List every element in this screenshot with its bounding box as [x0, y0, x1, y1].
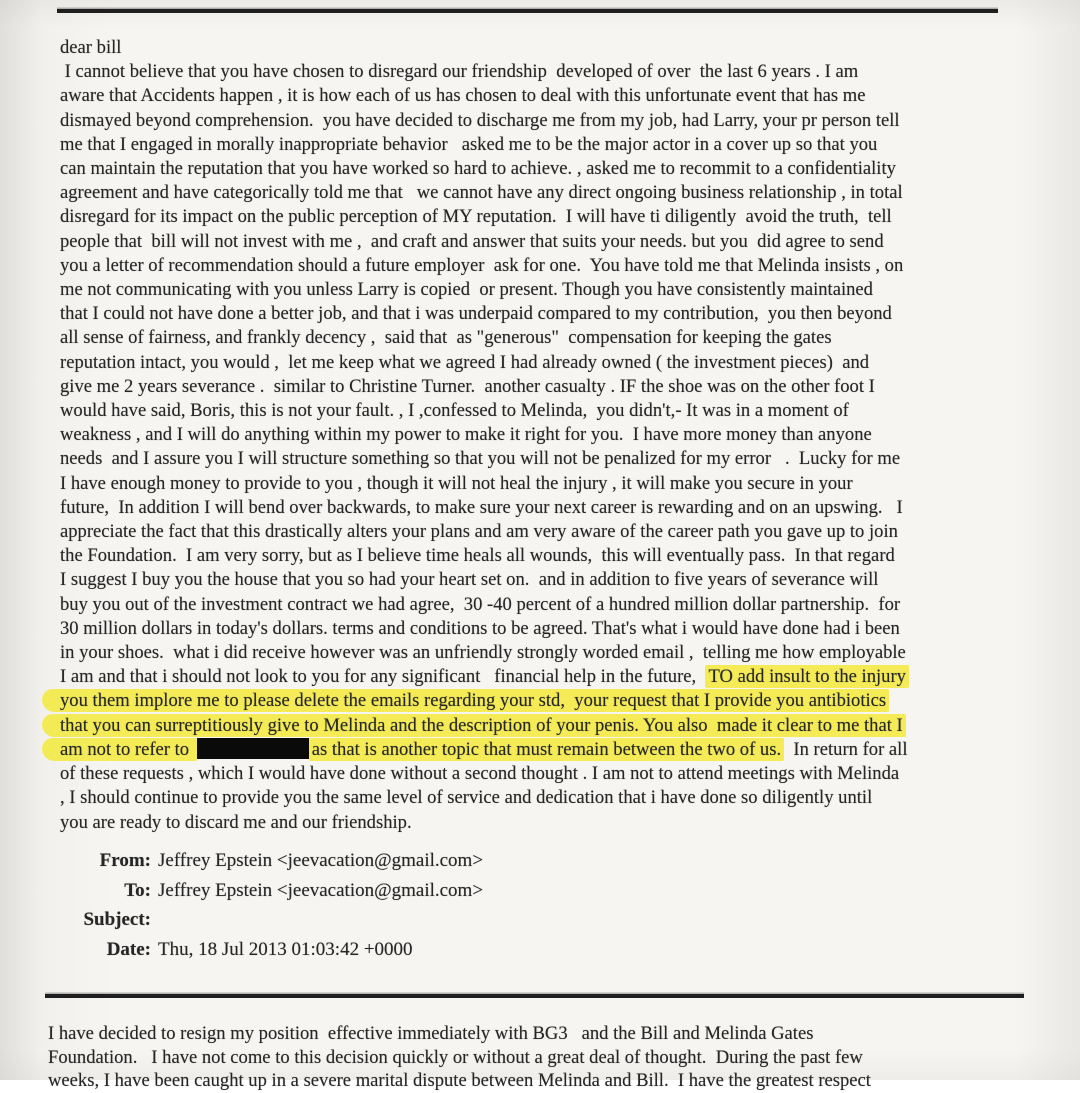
plain-text: I suggest I buy you the house that you so had your heart set on. and in addition to five years of severance will: [60, 569, 879, 591]
text-line: [60, 617, 1050, 641]
plain-text: give me 2 years severance . similar to Christine Turner. another casualty . IF the shoe was on the other foot I: [60, 375, 875, 397]
text-line: [60, 496, 1050, 520]
date-value: Thu, 18 Jul 2013 01:03:42 +0000: [158, 938, 413, 960]
text-line: [48, 1069, 1058, 1093]
to-value: Jeffrey Epstein <jeevacation@gmail.com>: [158, 879, 484, 901]
plain-text: in your shoes. what i did receive however was an unfriendly strongly worded email , telling me how employable: [60, 642, 906, 664]
text-line: [60, 36, 1050, 60]
text-line: [60, 738, 1050, 762]
plain-text: aware that Accidents happen , it is how each of us has chosen to deal with this unfortunate event that has me: [60, 85, 866, 107]
text-line: [60, 689, 1050, 713]
text-line: [60, 544, 1050, 568]
text-line: [60, 84, 1050, 108]
plain-text: I am and that i should not look to you for any significant financial help in the future,: [60, 666, 706, 688]
subject-label: Subject:: [83, 909, 151, 931]
plain-text: all sense of fairness, and frankly decency , said that as "generous" compensation for keeping the gates: [60, 327, 832, 349]
plain-text: me that I engaged in morally inappropriate behavior asked me to be the major actor in a cover up so that you: [60, 133, 878, 155]
header-row-date: [0, 935, 483, 965]
text-line: [60, 133, 1050, 157]
text-line: [60, 399, 1050, 423]
plain-text: reputation intact, you would , let me keep what we agreed I had already owned ( the investment pieces) and: [60, 351, 870, 373]
bottom-divider-line: [45, 994, 1024, 998]
plain-text: weakness , and I will do anything within my power to make it right for you. I have more money than anyone: [60, 424, 872, 446]
highlighted-text: as that is another topic that must remain between the two of us.: [309, 738, 784, 761]
text-line: [60, 278, 1050, 302]
text-line: [48, 1046, 1058, 1070]
text-line: [60, 641, 1050, 665]
text-line: [60, 205, 1050, 229]
header-row-subject: [0, 905, 483, 935]
plain-text: would have said, Boris, this is not your fault. , I ,confessed to Melinda, you didn't,- It was in a moment of: [60, 400, 849, 422]
plain-text: disregard for its impact on the public perception of MY reputation. I will have ti diligently avoid the truth, tell: [60, 206, 892, 228]
plain-text: agreement and have categorically told me that we cannot have any direct ongoing business relationship , in total: [60, 182, 903, 204]
plain-text: weeks, I have been caught up in a severe marital dispute between Melinda and Bill. I have the greatest respect: [48, 1070, 871, 1092]
plain-text: needs and I assure you I will structure something so that you will not be penalized for my error . Lucky for me: [60, 448, 901, 470]
plain-text: of these requests , which I would have done without a second thought . I am not to attend meetings with Melinda: [60, 763, 900, 785]
plain-text: can maintain the reputation that you have worked so hard to achieve. , asked me to recommit to a confidentiality: [60, 158, 896, 180]
text-line: [60, 568, 1050, 592]
from-value: Jeffrey Epstein <jeevacation@gmail.com>: [158, 850, 484, 871]
text-line: [60, 447, 1050, 471]
redaction-box: [197, 738, 309, 759]
plain-text: appreciate the fact that this drastically alters your plans and am very aware of the career path you gave up to join: [60, 521, 898, 543]
plain-text: dear bill: [60, 37, 122, 58]
plain-text: you a letter of recommendation should a future employer ask for one. You have told me that Melinda insists , on: [60, 254, 904, 276]
text-line: [60, 786, 1050, 810]
plain-text: I cannot believe that you have chosen to disregard our friendship developed of over the last 6 years . I am: [60, 61, 859, 83]
plain-text: 30 million dollars in today's dollars. terms and conditions to be agreed. That's what i would have done had i been: [60, 617, 900, 639]
text-line: [60, 157, 1050, 181]
text-line: [60, 326, 1050, 350]
highlighted-text: you them implore me to please delete the emails regarding your std, your request that I provide you antibiotics: [42, 689, 889, 712]
plain-text: I have decided to resign my position effective immediately with BG3 and the Bill and Melinda Gates: [48, 1023, 814, 1044]
text-line: [60, 811, 1050, 835]
text-line: [60, 665, 1050, 689]
text-line: [60, 423, 1050, 447]
text-line: [60, 762, 1050, 786]
resignation-paragraph: [48, 1022, 1058, 1093]
text-line: [60, 109, 1050, 133]
plain-text: the Foundation. I am very sorry, but as I believe time heals all wounds, this will eventually pass. In that regard: [60, 545, 895, 567]
text-line: [60, 472, 1050, 496]
plain-text: dismayed beyond comprehension. you have decided to discharge me from my job, had Larry, your pr person tell: [60, 109, 900, 131]
plain-text: In return for all: [784, 738, 908, 760]
plain-text: people that bill will not invest with me , and craft and answer that suits your needs. but you did agree to send: [60, 230, 884, 252]
letter-body: [60, 36, 1050, 835]
header-row-from: [0, 846, 483, 876]
text-line: [60, 520, 1050, 544]
from-label: From:: [99, 850, 151, 871]
plain-text: I have enough money to provide to you , though it will not heal the injury , it will make you secure in your: [60, 472, 853, 494]
plain-text: buy you out of the investment contract we had agree, 30 -40 percent of a hundred million dollar partnership. for: [60, 593, 901, 615]
plain-text: me not communicating with you unless Larry is copied or present. Though you have consistently maintained: [60, 279, 873, 301]
text-line: [60, 714, 1050, 738]
text-line: [60, 351, 1050, 375]
plain-text: future, In addition I will bend over backwards, to make sure your next career is rewarding and on an upswing. I: [60, 496, 903, 518]
date-label: Date:: [106, 938, 151, 960]
top-divider-line: [57, 9, 998, 13]
highlighted-text: that you can surreptitiously give to Melinda and the description of your penis. You also made it clear to me that I: [42, 714, 906, 737]
email-header-block: [0, 846, 483, 964]
text-line: [60, 60, 1050, 84]
text-line: [60, 375, 1050, 399]
text-line: [60, 254, 1050, 278]
plain-text: , I should continue to provide you the same level of service and dedication that i have done so diligently until: [60, 787, 873, 809]
highlighted-text: am not to refer to: [42, 738, 197, 761]
text-line: [60, 593, 1050, 617]
plain-text: you are ready to discard me and our friendship.: [60, 811, 412, 833]
plain-text: that I could not have done a better job, and that i was underpaid compared to my contribution, you then beyond: [60, 303, 892, 325]
text-line: [48, 1022, 1058, 1046]
plain-text: Foundation. I have not come to this decision quickly or without a great deal of thought. During the past few: [48, 1046, 863, 1068]
text-line: [60, 230, 1050, 254]
text-line: [60, 181, 1050, 205]
text-line: [60, 302, 1050, 326]
highlighted-text: TO add insult to the injury: [705, 665, 908, 688]
header-row-to: [0, 876, 483, 906]
to-label: To:: [124, 879, 151, 901]
